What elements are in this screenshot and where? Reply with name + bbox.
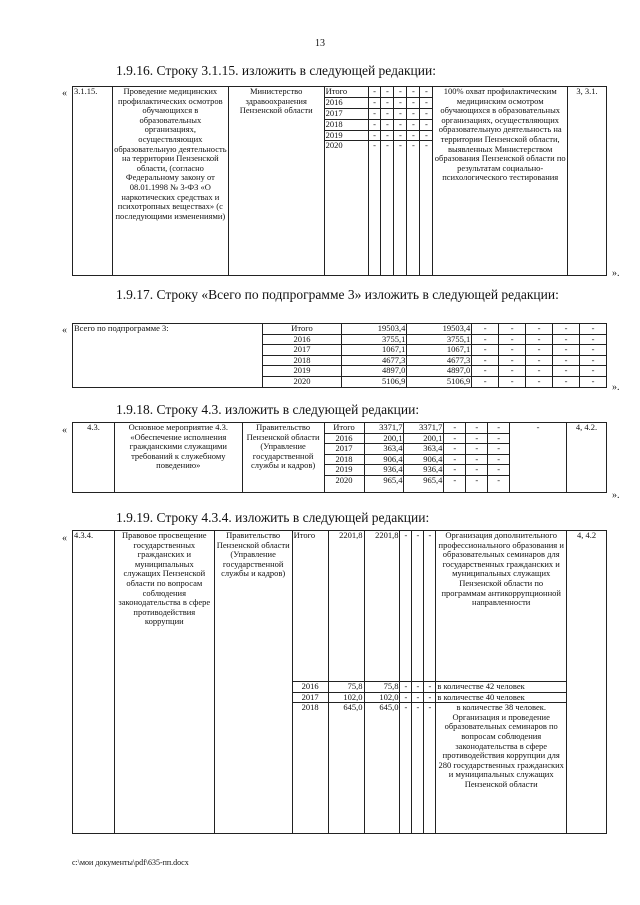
close-quote: ». [612,268,620,279]
value-cell: 363,4 [404,444,444,455]
year-cell: 2016 [262,334,342,345]
heading-1917: 1.9.17. Строку «Всего по подпрограмме 3» изложить в следующей редакции: [116,287,559,302]
dash: - [394,108,407,119]
row-number: 4.3. [73,423,115,493]
heading-1919: 1.9.19. Строку 4.3.4. изложить в следующей редакции: [116,510,430,525]
year-cell: Итого [292,531,328,682]
activity-name: Проведение медицинских профилактических осмотров обучающихся в образовательных организациях, осуществляющих образовательную деятельность на территории Пензенской области, (согласно Федеральному закону от 08.01.1998 № 3-ФЗ «О наркотических средствах и психотропных веществах» (с последующими изменениями) [112,87,228,276]
year-cell: Итого [262,324,342,335]
dash: - [368,87,381,98]
dash: - [407,87,420,98]
activity-name: Правовое просвещение государственных гражданских и муниципальных служащих Пензенской области по вопросам соблюдения законодательства в сфере противодействия коррупции [114,531,214,834]
dash: - [381,97,394,108]
year-cell: 2019 [262,366,342,377]
file-path-footer: c:\мои документы\pdf\635-пп.docx [72,858,189,867]
table-3115 [72,86,607,276]
value-cell: 645,0 [328,703,364,834]
dash: - [394,119,407,130]
value-cell: 645,0 [364,703,400,834]
year-cell: 2018 [324,119,368,130]
value-cell: 4677,3 [407,355,472,366]
open-quote: « [62,325,67,336]
activity-name: Основное мероприятие 4.3. «Обеспечение исполнения гражданскими служащими требований к служебному поведению» [114,423,242,493]
dash: - [420,130,433,141]
dash: - [381,141,394,276]
indicator: Организация дополнительного профессионального образования и образовательных семинаров для государственных гражданских и муниципальных служащих Пензенской области по программам антикоррупционной направленности [436,531,567,682]
dash: - [394,87,407,98]
dash: - [368,97,381,108]
value-cell: 200,1 [404,433,444,444]
open-quote: « [62,88,67,99]
table-434: 4.3.4. Правовое просвещение государственных гражданских и муниципальных служащих Пензенской области по вопросам соблюдения законодательства в сфере противодействия коррупции Правительство Пензенской области (Управление государственной службы и кадров) Итого 2201,8 2201,8 - - - Организация дополнительного профессионального образования и образовательных семинаров для государственных гражданских и муниципальных служащих Пензенской области по программам антикоррупционной направленности 4, 4.2 2016 75,8 75,8 - - - в количестве 42 человек 2017 102,0 102,0 - - - в количестве 40 человек 2018 645,0 645,0 - - - в количестве 38 человек. Организация и проведение образовательных семинаров по вопросам соблюдения законодательства в сфере противодействия коррупции для 280 государственных гражданских и муниципальных служащих Пензенской области [72,530,607,834]
year-cell: 2017 [262,345,342,356]
year-cell: 2017 [324,444,364,455]
dash: - [407,141,420,276]
dash: - [407,130,420,141]
close-quote: ». [612,490,620,501]
year-cell: Итого [324,87,368,98]
value-cell: 2201,8 [364,531,400,682]
dash: - [420,87,433,98]
year-cell: 2017 [324,108,368,119]
indicator: в количестве 40 человек [436,692,567,703]
executor: Правительство Пензенской области (Управление государственной службы и кадров) [214,531,292,834]
value-cell: 2201,8 [328,531,364,682]
dash: - [420,97,433,108]
open-quote: « [62,533,67,544]
year-cell: 2018 [292,703,328,834]
value-cell: 4677,3 [342,355,407,366]
dash: - [407,119,420,130]
value-cell: 965,4 [404,475,444,492]
value-cell: 75,8 [364,682,400,693]
value-cell: 19503,4 [342,324,407,335]
heading-1918: 1.9.18. Строку 4.3. изложить в следующей редакции: [116,402,420,417]
dash: - [368,119,381,130]
dash: - [368,108,381,119]
executor: Правительство Пензенской области (Управление государственной службы и кадров) [242,423,324,493]
dash: - [381,108,394,119]
value-cell: 906,4 [404,454,444,465]
value-cell: 102,0 [328,692,364,703]
value-cell: 1067,1 [342,345,407,356]
year-cell: 2016 [324,433,364,444]
year-cell: 2018 [324,454,364,465]
dash: - [381,87,394,98]
dash: - [368,130,381,141]
value-cell: 3371,7 [364,423,404,434]
indicator: в количестве 38 человек. Организация и проведение образовательных семинаров по вопросам соблюдения законодательства в сфере противодействия коррупции для 280 государственных гражданских и муниципальных служащих Пензенской области [436,703,567,834]
value-cell: 4897,0 [342,366,407,377]
link: 4, 4.2 [567,531,607,834]
value-cell: 1067,1 [407,345,472,356]
table-43: 4.3. Основное мероприятие 4.3. «Обеспечение исполнения гражданскими служащими требований к служебному поведению» Правительство Пензенской области (Управление государственной службы и кадров) Итого 3371,7 3371,7 - - - - 4, 4.2. 2016 200,1 200,1 - - - 2017 363,4 363,4 - - - 2018 906,4 906,4 - - - 2019 936,4 936,4 - - - 2020 965,4 965,4 - - - [72,422,607,493]
value-cell: 102,0 [364,692,400,703]
total-label: Всего по подпрограмме 3: [73,324,263,388]
open-quote: « [62,425,67,436]
table-total-sub3: Всего по подпрограмме 3: Итого 19503,4 19503,4 - - - - - 2016 3755,1 3755,1 - - - - - 2017 1067,1 1067,1 - - - - - 2018 4677,3 4677,3 - - - - - 2019 4897,0 4897,0 - - - - - 2020 5106,9 5106,9 - - - - - [72,323,607,388]
indicator: в количестве 42 человек [436,682,567,693]
close-quote: ». [612,382,620,393]
value-cell: 363,4 [364,444,404,455]
dash: - [381,130,394,141]
year-cell: 2020 [324,141,368,276]
value-cell: 936,4 [364,465,404,476]
year-cell: 2020 [262,376,342,387]
year-cell: Итого [324,423,364,434]
dash: - [381,119,394,130]
value-cell: 75,8 [328,682,364,693]
value-cell: 936,4 [404,465,444,476]
dash: - [420,141,433,276]
year-cell: 2019 [324,130,368,141]
year-cell: 2017 [292,692,328,703]
dash: - [394,141,407,276]
value-cell: 3755,1 [407,334,472,345]
row-number: 4.3.4. [73,531,115,834]
dash: - [407,97,420,108]
link: 4, 4.2. [567,423,607,493]
year-cell: 2018 [262,355,342,366]
indicator: 100% охват профилактическим медицинским осмотром обучающихся в образовательных организациях, осуществляющих образовательную деятельность на территории Пензенской области, выявленных Министерством образования Пензенской области по результатам социально-психологического тестирования [433,87,568,276]
value-cell: 965,4 [364,475,404,492]
executor: Министерство здравоохранения Пензенской области [228,87,324,276]
value-cell: 200,1 [364,433,404,444]
heading-1916: 1.9.16. Строку 3.1.15. изложить в следующей редакции: [116,63,436,78]
year-cell: 2019 [324,465,364,476]
page-number: 13 [315,38,325,49]
value-cell: 3755,1 [342,334,407,345]
dash: - [368,141,381,276]
year-cell: 2020 [324,475,364,492]
dash: - [407,108,420,119]
link: 3, 3.1. [568,87,607,276]
row-number: 3.1.15. [73,87,113,276]
dash: - [394,130,407,141]
year-cell: 2016 [324,97,368,108]
dash: - [394,97,407,108]
value-cell: 19503,4 [407,324,472,335]
value-cell: 5106,9 [407,376,472,387]
value-cell: 4897,0 [407,366,472,377]
value-cell: 906,4 [364,454,404,465]
value-cell: 3371,7 [404,423,444,434]
value-cell: 5106,9 [342,376,407,387]
dash: - [420,108,433,119]
year-cell: 2016 [292,682,328,693]
dash: - [420,119,433,130]
